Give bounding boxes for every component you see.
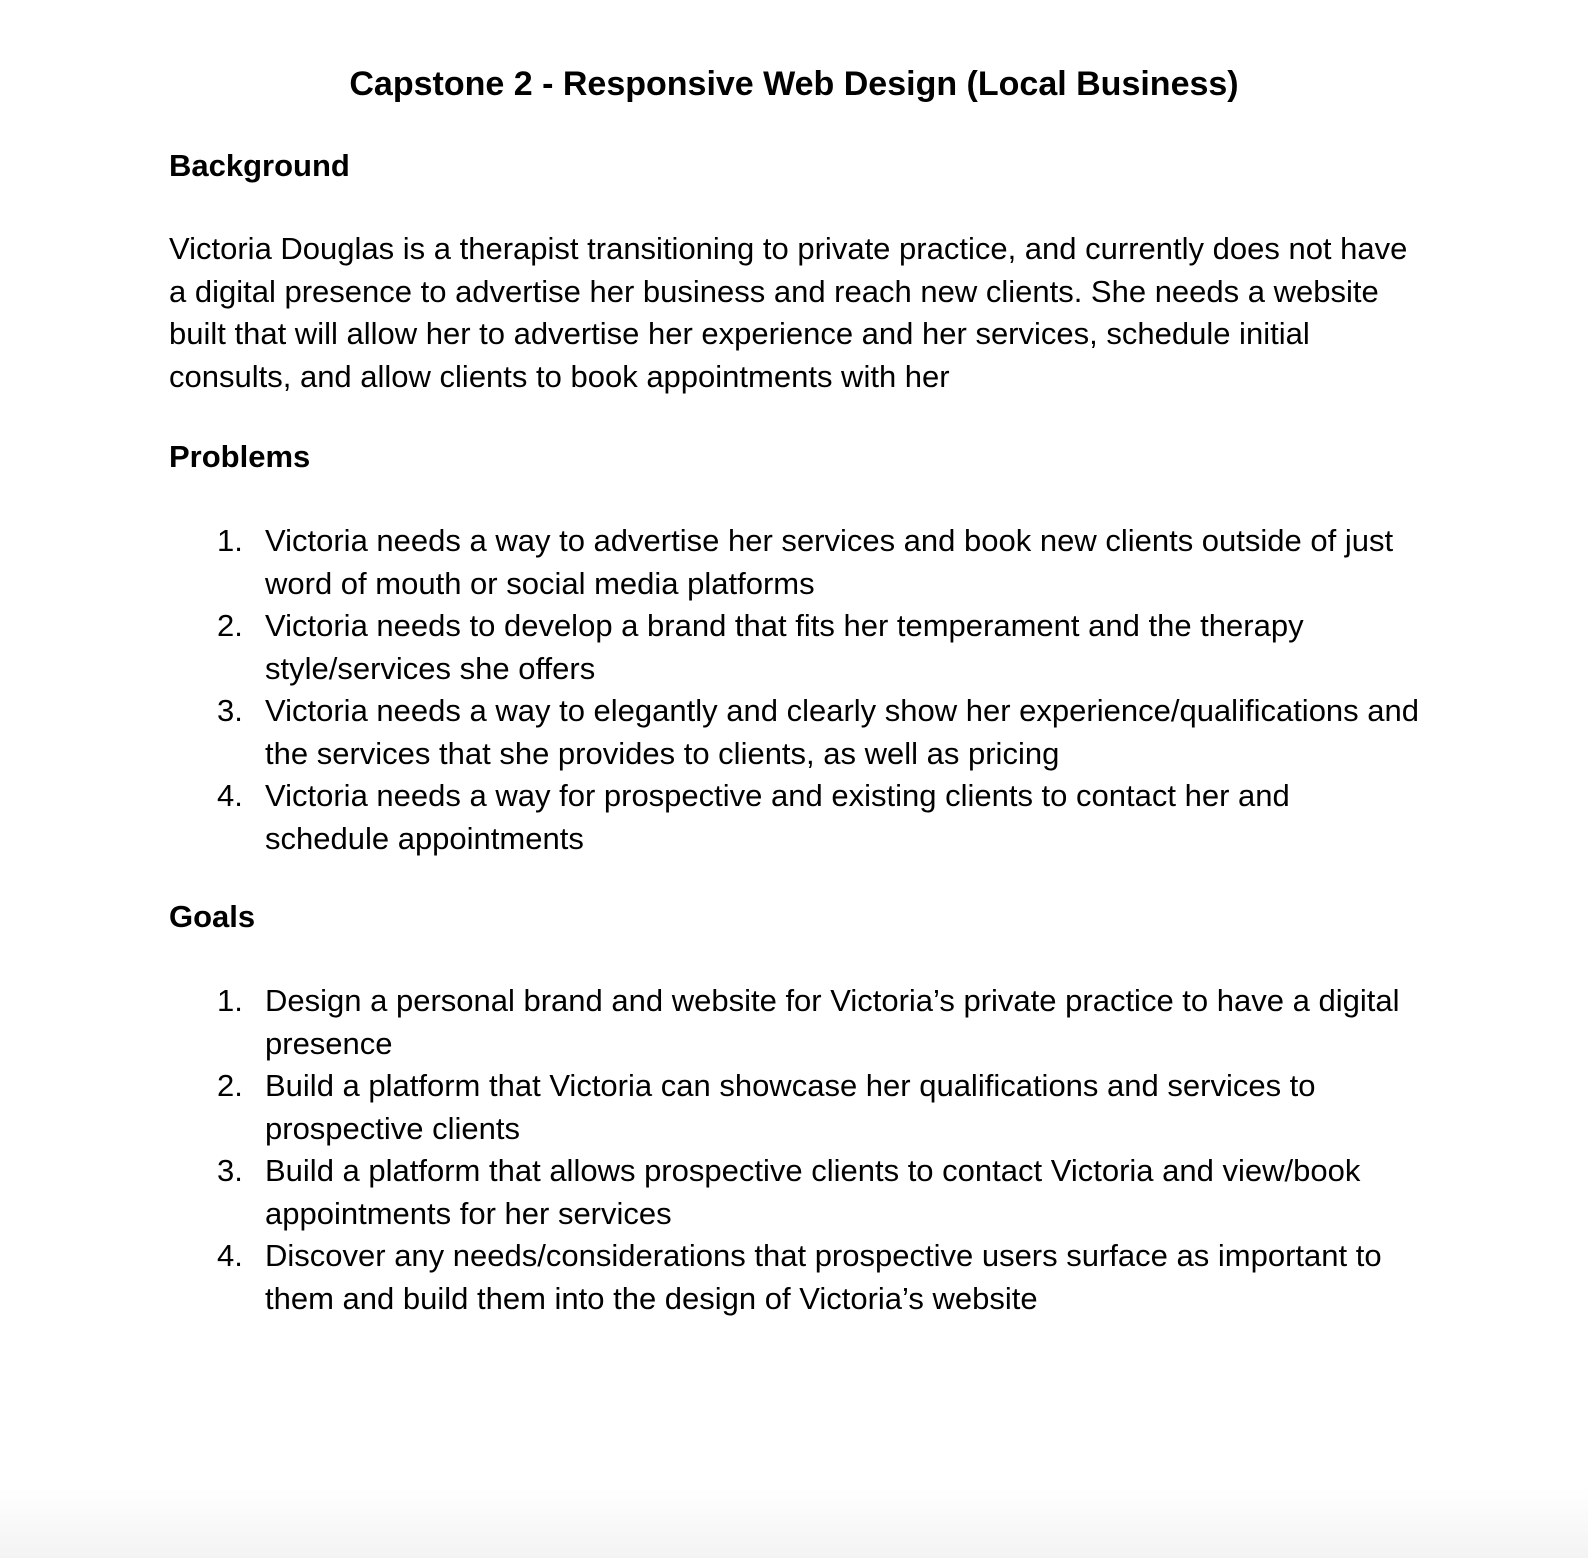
list-item-number: 2. <box>217 608 243 643</box>
list-item-text: Discover any needs/considerations that prospective users surface as important to them and build them into the design of Victoria’s website <box>265 1238 1382 1316</box>
problems-list <box>169 520 1419 860</box>
list-item-text: Build a platform that allows prospective clients to contact Victoria and view/book appointments for her services <box>265 1153 1361 1231</box>
background-paragraph: Victoria Douglas is a therapist transitioning to private practice, and currently does not have a digital presence to advertise her business and reach new clients. She needs a website built that will allow her to advertise her experience and her services, schedule initial consults, and allow clients to book appointments with her <box>169 231 1408 394</box>
page-bottom-shadow <box>0 1488 1588 1558</box>
list-item-number: 2. <box>217 1068 243 1103</box>
list-item-text: Victoria needs a way to elegantly and clearly show her experience/qualifications and the services that she provides to clients, as well as pricing <box>265 693 1420 771</box>
goals-list <box>169 980 1419 1320</box>
list-item-text: Victoria needs a way to advertise her services and book new clients outside of just word of mouth or social media platforms <box>265 523 1394 601</box>
list-item-text: Build a platform that Victoria can showcase her qualifications and services to prospective clients <box>265 1068 1316 1146</box>
list-item <box>169 605 1419 690</box>
list-item-number: 4. <box>217 778 243 813</box>
list-item <box>169 1235 1419 1320</box>
list-item <box>169 520 1419 605</box>
list-item <box>169 690 1419 775</box>
background-heading: Background <box>169 148 350 183</box>
list-item-number: 3. <box>217 1153 243 1188</box>
goals-heading: Goals <box>169 899 256 934</box>
list-item-number: 1. <box>217 983 243 1018</box>
list-item-text: Victoria needs a way for prospective and existing clients to contact her and schedule appointments <box>265 778 1290 856</box>
document-title: Capstone 2 - Responsive Web Design (Local Business) <box>349 65 1239 103</box>
list-item-text: Victoria needs to develop a brand that fits her temperament and the therapy style/services she offers <box>265 608 1304 686</box>
list-item-text: Design a personal brand and website for Victoria’s private practice to have a digital presence <box>265 983 1400 1061</box>
list-item <box>169 775 1419 860</box>
list-item <box>169 980 1419 1065</box>
list-item <box>169 1150 1419 1235</box>
problems-heading: Problems <box>169 439 311 474</box>
list-item-number: 4. <box>217 1238 243 1273</box>
list-item-number: 3. <box>217 693 243 728</box>
list-item <box>169 1065 1419 1150</box>
list-item-number: 1. <box>217 523 243 558</box>
